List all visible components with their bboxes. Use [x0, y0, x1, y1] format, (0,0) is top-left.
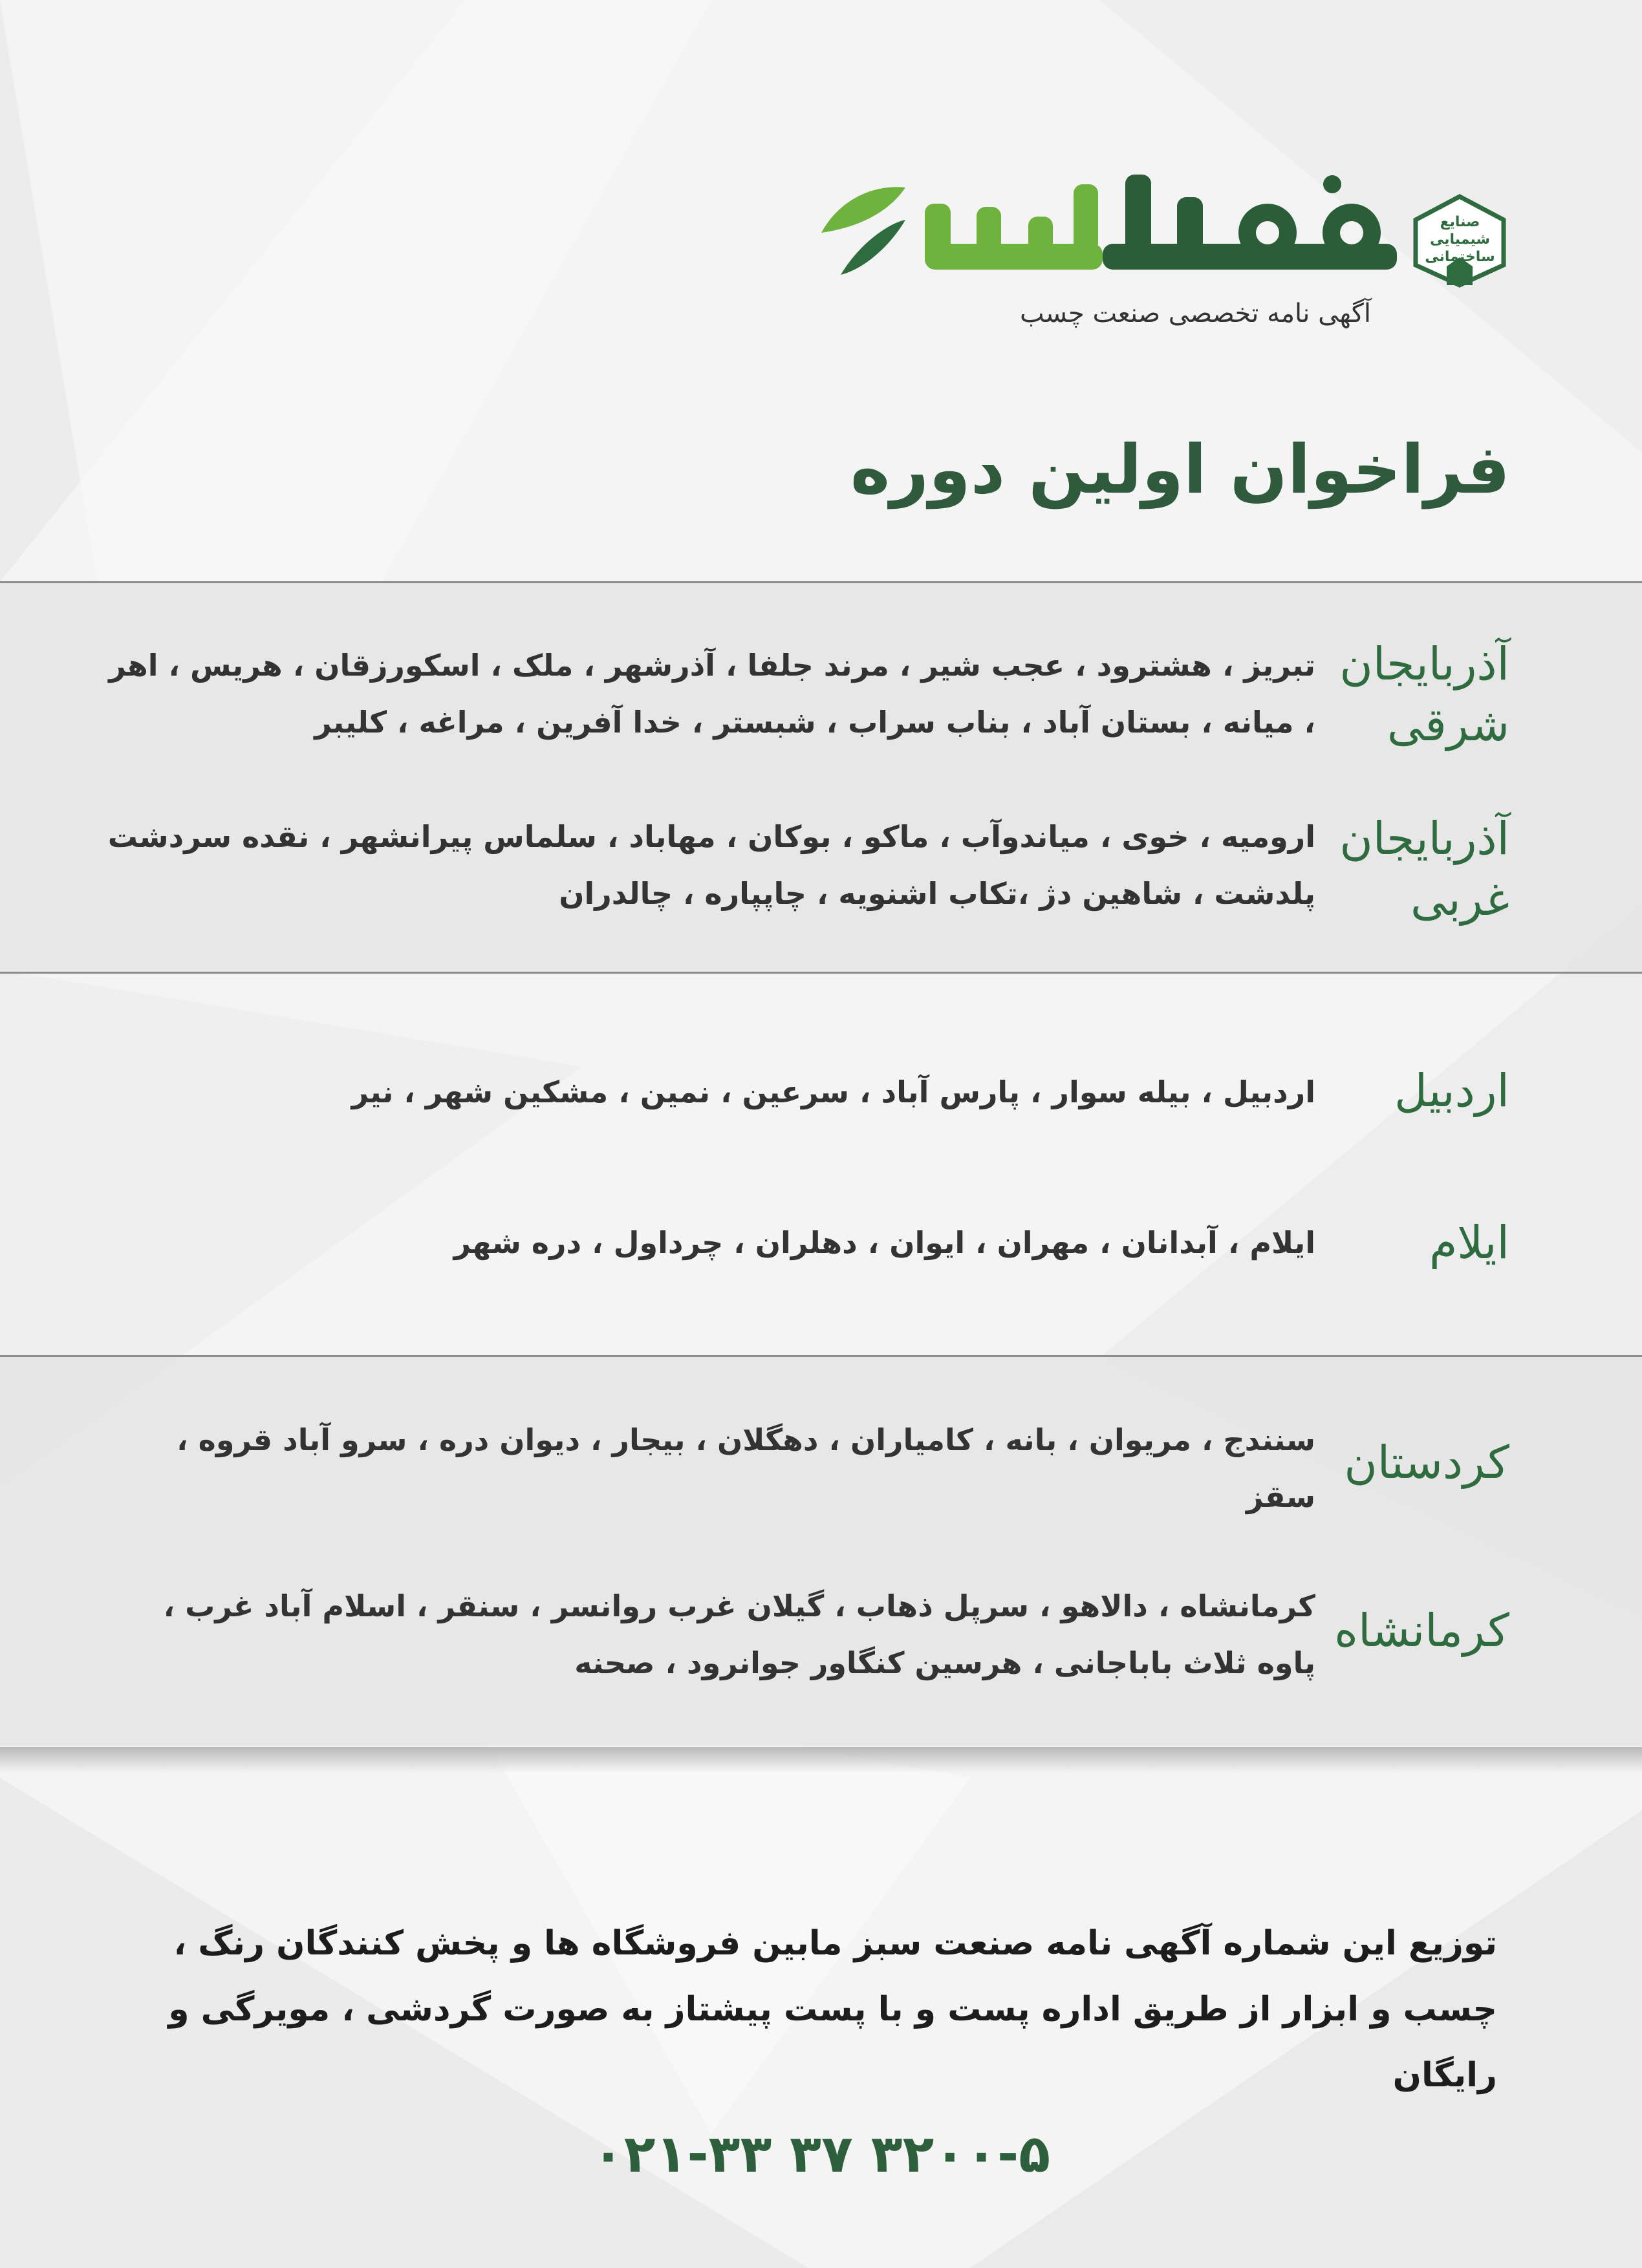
- province-name: اردبیل: [1394, 1064, 1509, 1117]
- province-cities: کرمانشاه ، دالاهو ، سرپل ذهاب ، گیلان غرب روانسر ، سنقر ، اسلام آباد غرب ، پاوه ثلاث باباجانی ، هرسین کنگاور جوانرود ، صحنه: [163, 1589, 1315, 1680]
- badge-label: صنایع شیمیایی ساختمانی: [1425, 214, 1495, 265]
- divider-1: [0, 581, 1642, 583]
- province-name: کردستان: [1344, 1436, 1509, 1489]
- province-cities: سنندج ، مریوان ، بانه ، کامیاران ، دهگلان ، بیجار ، دیوان دره ، سرو آباد قروه ، سقز: [177, 1422, 1315, 1514]
- phone-number: ۰۲۱-۳۳ ۳۷ ۳۲۰۰-۵: [592, 2124, 1051, 2184]
- province-cities: ارومیه ، خوی ، میاندوآب ، ماکو ، بوکان ، مهاباد ، سلماس پیرانشهر ، نقده سردشت پلدشت ، شاهین دژ ،تکاب اشنویه ، چاپپاره ، چالدران: [107, 819, 1315, 911]
- province-cities: اردبیل ، بیله سوار ، پارس آباد ، سرعین ، نمین ، مشکین شهر ، نیر: [351, 1075, 1315, 1109]
- divider-2: [0, 972, 1642, 974]
- province-cities: تبریز ، هشترود ، عجب شیر ، مرند جلفا ، آذرشهر ، ملک ، اسکورزقان ، هریس ، اهر ، میانه ، بستان آباد ، بناب سراب ، شبستر ، خدا آفرین ، مراغه ، کلیبر: [109, 648, 1315, 740]
- province-cities: ایلام ، آبدانان ، مهران ، ایوان ، دهلران ، چرداول ، دره شهر: [453, 1225, 1315, 1260]
- province-name: ایلام: [1429, 1216, 1509, 1269]
- province-name: آذربایجان شرقی: [1339, 637, 1509, 751]
- band-shadow: [0, 1747, 1642, 1773]
- divider-3: [0, 1355, 1642, 1357]
- page-title: فراخوان اولین دوره: [850, 430, 1510, 509]
- brand-logo-icon: [815, 171, 1400, 284]
- tagline: آگهی نامه تخصصی صنعت چسب: [1020, 299, 1371, 328]
- province-name: کرمانشاه: [1334, 1604, 1509, 1657]
- distribution-note: توزیع این شماره آگهی نامه صنعت سبز مابین فروشگاه ها و پخش کنندگان رنگ ، چسب و ابزار از طریق اداره پست و با پست پیشتاز به صورت گردشی ، مویرگی و رایگان: [168, 1924, 1497, 2095]
- province-name: آذربایجان غربی: [1339, 812, 1509, 926]
